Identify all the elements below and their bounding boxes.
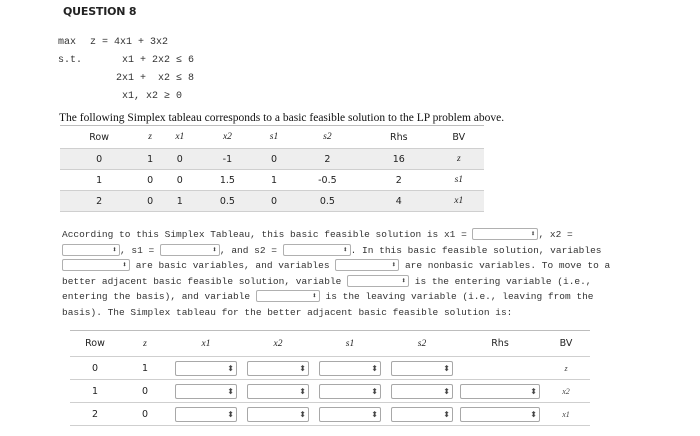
table-row: [70, 403, 590, 426]
table-cell: z: [434, 149, 484, 170]
header-x1: x1: [170, 331, 242, 357]
x1-cell-dropdown[interactable]: [175, 407, 237, 422]
x2-cell-dropdown[interactable]: [247, 407, 309, 422]
header-x1: x1: [162, 126, 197, 149]
header-rhs: Rhs: [364, 126, 434, 149]
table-cell: 0: [162, 149, 197, 170]
updown-arrow-icon: ⬍: [212, 245, 217, 255]
table-row: [70, 380, 590, 403]
table-row: [60, 149, 484, 170]
table-cell: [242, 380, 314, 403]
header-bv: BV: [434, 126, 484, 149]
objective-label: max: [58, 37, 77, 48]
table-cell: s1: [434, 170, 484, 191]
paragraph-text: is the entering variable (i.e.,: [414, 275, 592, 287]
s2-cell-dropdown[interactable]: [391, 384, 453, 399]
entering-variable-dropdown[interactable]: [347, 275, 409, 287]
header-bv: BV: [542, 331, 590, 357]
table-cell: 0: [257, 149, 290, 170]
table-row: [60, 170, 484, 191]
table-cell: 16: [364, 149, 434, 170]
header-s1: s1: [257, 126, 290, 149]
updown-arrow-icon: ⬍: [299, 363, 306, 373]
updown-arrow-icon: ⬍: [530, 386, 537, 396]
header-row: Row: [60, 126, 138, 149]
table-cell: 0: [120, 380, 170, 403]
rhs-cell-dropdown[interactable]: [460, 407, 540, 422]
table-cell: [170, 380, 242, 403]
paragraph-text: basis). The Simplex tableau for the better adjacent basic feasible solution is:: [62, 306, 513, 318]
table-cell: 2: [70, 403, 120, 426]
leaving-variable-dropdown[interactable]: [256, 290, 320, 302]
table-row: [60, 191, 484, 212]
header-x2: x2: [242, 331, 314, 357]
s2-cell-dropdown[interactable]: [391, 361, 453, 376]
header-s1: s1: [314, 331, 386, 357]
updown-arrow-icon: ⬍: [391, 261, 397, 270]
table-cell: 2: [60, 191, 138, 212]
table-cell: 1: [257, 170, 290, 191]
table-cell: [170, 403, 242, 426]
paragraph-text: . In this basic feasible solution, variables: [350, 244, 602, 256]
paragraph-text: , x2 =: [538, 229, 573, 240]
table-cell: -1: [198, 149, 258, 170]
table-cell: 2: [364, 170, 434, 191]
table-cell: 1.5: [198, 170, 258, 191]
table-cell: 0: [70, 357, 120, 380]
updown-arrow-icon: ⬍: [443, 409, 450, 419]
table-cell: z: [542, 357, 590, 380]
header-x2: x2: [198, 126, 258, 149]
paragraph-text: According to this Simplex Tableau, this basic feasible solution is x1 =: [62, 229, 467, 240]
table-cell: x1: [434, 191, 484, 212]
answer-paragraph: [62, 227, 662, 320]
x1-cell-dropdown[interactable]: [175, 361, 237, 376]
s1-cell-dropdown[interactable]: [319, 384, 381, 399]
paragraph-text: , and s2 =: [219, 244, 277, 256]
table-cell: 1: [120, 357, 170, 380]
paragraph-text: better adjacent basic feasible solution, variable: [62, 275, 342, 287]
header-s2: s2: [386, 331, 458, 357]
header-row: Row: [70, 331, 120, 357]
paragraph-text: is the leaving variable (i.e., leaving from the: [325, 291, 594, 302]
table-cell: 1: [162, 191, 197, 212]
x2-cell-dropdown[interactable]: [247, 384, 309, 399]
updown-arrow-icon: ⬍: [371, 409, 378, 419]
table-cell: [314, 357, 386, 380]
table-cell: [458, 380, 542, 403]
x1-cell-dropdown[interactable]: [175, 384, 237, 399]
updown-arrow-icon: ⬍: [299, 409, 306, 419]
s2-cell-dropdown[interactable]: [391, 407, 453, 422]
table-cell: [314, 380, 386, 403]
table-cell: 1: [138, 149, 162, 170]
updown-arrow-icon: ⬍: [530, 409, 537, 419]
updown-arrow-icon: ⬍: [530, 230, 536, 239]
table-cell: [314, 403, 386, 426]
paragraph-text: , s1 =: [120, 244, 155, 256]
objective-function: z = 4x1 + 3x2: [90, 37, 169, 48]
table-cell: x1: [542, 403, 590, 426]
paragraph-text: entering the basis), and variable: [62, 291, 251, 302]
updown-arrow-icon: ⬍: [227, 409, 234, 419]
table-cell: 0: [162, 170, 197, 191]
table-cell: 0.5: [291, 191, 364, 212]
table-cell: [458, 357, 542, 380]
basic-variables-dropdown[interactable]: [62, 259, 130, 271]
x1-value-dropdown[interactable]: [472, 228, 538, 240]
table-cell: [386, 403, 458, 426]
x2-value-dropdown[interactable]: [62, 244, 120, 256]
table-cell: 4: [364, 191, 434, 212]
header-z: z: [138, 126, 162, 149]
table-cell: 0: [120, 403, 170, 426]
table-cell: 0: [138, 170, 162, 191]
x2-cell-dropdown[interactable]: [247, 361, 309, 376]
table-cell: [458, 403, 542, 426]
s1-cell-dropdown[interactable]: [319, 407, 381, 422]
table-cell: [170, 357, 242, 380]
question-title: QUESTION 8: [63, 5, 137, 18]
table-cell: 1: [60, 170, 138, 191]
nonnegativity-constraint: x1, x2 ≥ 0: [122, 91, 183, 102]
table-cell: [242, 403, 314, 426]
s2-value-dropdown[interactable]: [283, 244, 351, 256]
updown-arrow-icon: ⬍: [443, 363, 450, 373]
updown-arrow-icon: ⬍: [112, 245, 117, 255]
header-rhs: Rhs: [458, 331, 542, 357]
table-cell: 2: [291, 149, 364, 170]
constraint-1: x1 + 2x2 ≤ 6: [122, 55, 195, 66]
updown-arrow-icon: ⬍: [342, 245, 348, 255]
updown-arrow-icon: ⬍: [299, 386, 306, 396]
updown-arrow-icon: ⬍: [371, 386, 378, 396]
table-cell: x2: [542, 380, 590, 403]
simplex-tableau-2: [70, 330, 590, 426]
updown-arrow-icon: ⬍: [443, 386, 450, 396]
simplex-tableau-1: [60, 125, 484, 212]
paragraph-text: are basic variables, and variables: [135, 260, 330, 271]
table-cell: 0: [138, 191, 162, 212]
constraint-2: 2x1 + x2 ≤ 8: [116, 73, 195, 84]
rhs-cell-dropdown[interactable]: [460, 384, 540, 399]
table-cell: 0: [60, 149, 138, 170]
header-z: z: [120, 331, 170, 357]
updown-arrow-icon: ⬍: [227, 363, 234, 373]
paragraph-text: are nonbasic variables. To move to a: [404, 260, 611, 271]
header-s2: s2: [291, 126, 364, 149]
table-cell: -0.5: [291, 170, 364, 191]
table-cell: 1: [70, 380, 120, 403]
updown-arrow-icon: ⬍: [227, 386, 234, 396]
updown-arrow-icon: ⬍: [122, 261, 127, 270]
table-cell: 0: [257, 191, 290, 212]
table-row: [70, 357, 590, 380]
table-cell: [242, 357, 314, 380]
intro-text: The following Simplex tableau corresponds to a basic feasible solution to the LP problem above.: [59, 112, 505, 124]
updown-arrow-icon: ⬍: [371, 363, 378, 373]
table-cell: [386, 357, 458, 380]
table-cell: [386, 380, 458, 403]
updown-arrow-icon: ⬍: [312, 292, 317, 301]
tableau-header-row: [60, 126, 484, 149]
subject-to-label: s.t.: [58, 55, 83, 66]
nonbasic-variables-dropdown[interactable]: [335, 259, 399, 271]
tableau-header-row: [70, 331, 590, 357]
s1-cell-dropdown[interactable]: [319, 361, 381, 376]
table-cell: 0.5: [198, 191, 258, 212]
updown-arrow-icon: ⬍: [401, 276, 407, 286]
s1-value-dropdown[interactable]: [160, 244, 220, 256]
